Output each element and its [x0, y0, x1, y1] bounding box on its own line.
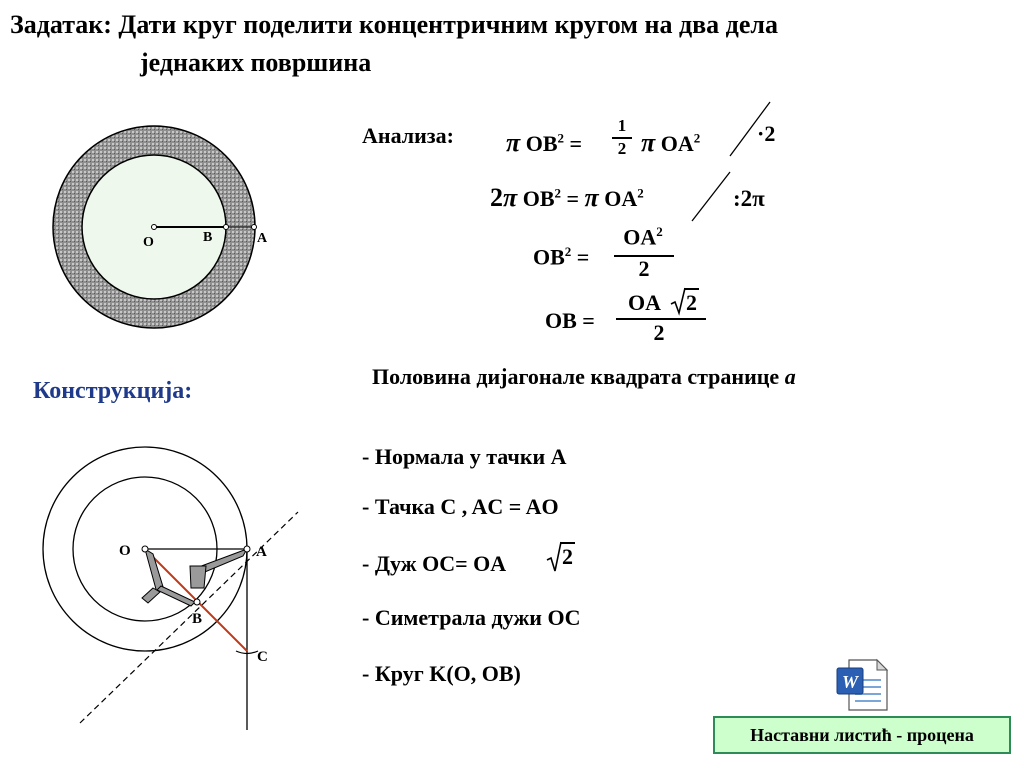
- eq2-slash: [688, 170, 734, 225]
- label-c-bottom: C: [257, 649, 268, 665]
- word-document-icon[interactable]: [835, 658, 891, 712]
- construction-figure: [40, 440, 340, 740]
- label-b-top: B: [203, 230, 213, 245]
- step-circle-k: - Круг K(O, OB): [362, 661, 521, 686]
- label-o-bottom: O: [119, 543, 131, 559]
- eq1-den: 2: [617, 139, 627, 158]
- half-diagonal-main: Половина дијагонале квадрата странице: [372, 364, 785, 389]
- eq1-rhs: π $OA^2$: [641, 128, 701, 157]
- step-bisector: - Симетрала дужи OC: [362, 605, 581, 630]
- half-diagonal-var: a: [784, 364, 796, 389]
- eq4-num-oa: OA: [628, 290, 661, 315]
- eq2-lhs: 2π $OB^2 = \pi$ $OA^2$: [490, 183, 644, 212]
- eq3-den: 2: [638, 256, 650, 281]
- eq1-lhs: π $OB^2$ =: [506, 128, 583, 157]
- step-normal: - Нормала у тачки А: [362, 444, 567, 469]
- half-diagonal-text: [372, 364, 796, 390]
- eq4-sqrt-radicand: 2: [686, 290, 697, 315]
- label-a-top: A: [257, 231, 268, 246]
- analysis-label: Анализа:: [362, 123, 454, 148]
- eq3-lhs: $OB^2$ =: [533, 244, 590, 270]
- worksheet-link[interactable]: Наставни листић - процена: [713, 716, 1011, 754]
- label-b-bottom: B: [192, 611, 203, 627]
- eq2-op: :2π: [733, 186, 765, 211]
- eq3-num: $OA^2$: [623, 224, 663, 250]
- eq4-den: 2: [653, 320, 665, 345]
- task-title-line1: Задатак: Дати круг поделити концентричним кругом на два дела: [10, 10, 778, 39]
- label-o-top: O: [143, 235, 154, 250]
- label-a-bottom: A: [256, 544, 267, 560]
- eq4-lhs: OB =: [545, 308, 595, 333]
- eq1-op: ·2: [757, 121, 776, 146]
- task-title-line2: једнаких површина: [140, 48, 372, 77]
- step-oc-sqrt-radicand: 2: [562, 544, 573, 569]
- svg-text:W: W: [841, 672, 859, 692]
- step-oc: - Дуж OC= OA: [362, 551, 507, 576]
- construction-label: Конструкција:: [33, 378, 193, 404]
- eq1-num: 1: [617, 116, 627, 135]
- step-point-c: - Тачка C , AC = AO: [362, 494, 559, 519]
- ring-figure: [40, 115, 280, 355]
